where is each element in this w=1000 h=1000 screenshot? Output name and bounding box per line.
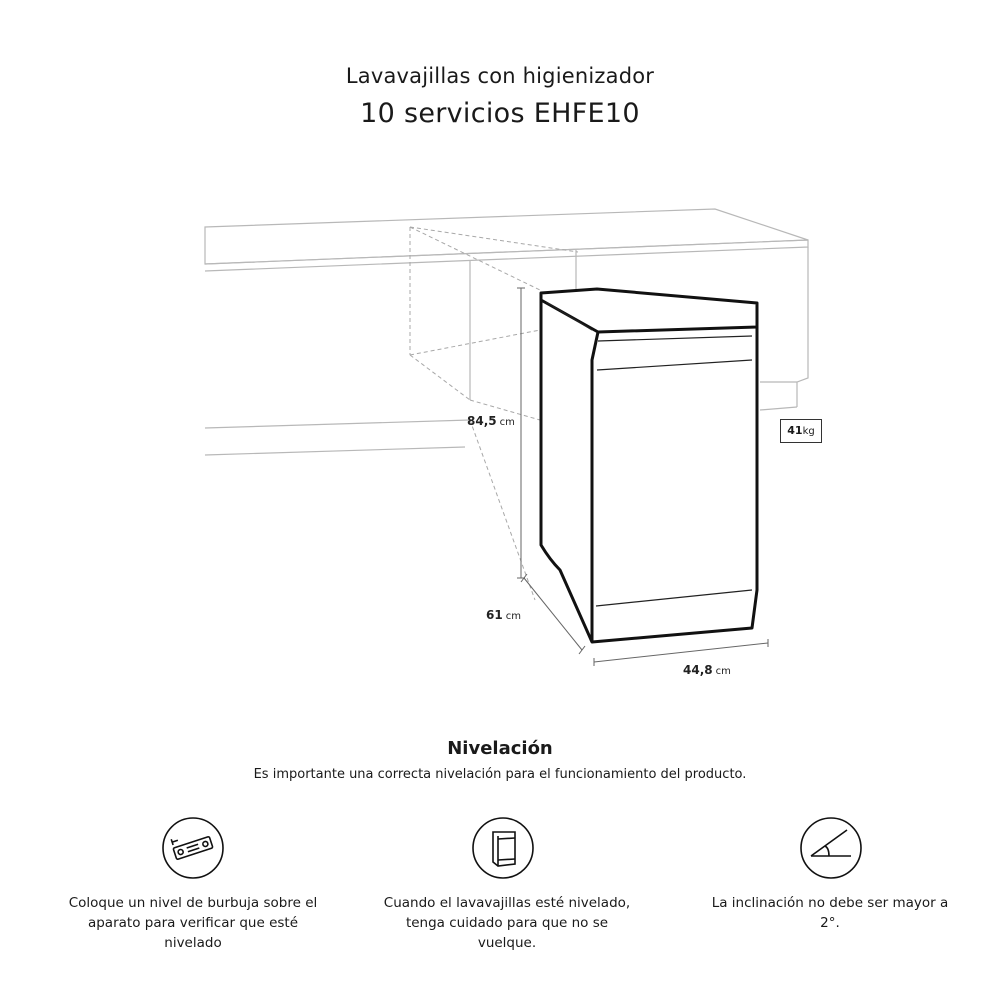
dishwasher-details — [546, 302, 752, 606]
leveling-subtitle: Es importante una correcta nivelación para el funcionamiento del producto. — [253, 767, 747, 782]
step-angle-text: La inclinación no debe ser mayor a 2°. — [711, 895, 949, 931]
angle-icon — [799, 816, 863, 880]
dishwasher-icon — [471, 816, 535, 880]
product-title: Lavavajillas con higienizador — [345, 64, 655, 88]
bubble-level-icon — [161, 816, 225, 880]
depth-dimension-label: 61 cm — [486, 608, 521, 622]
weight-badge: 41kg — [780, 419, 822, 443]
height-dimension-label: 84,5 cm — [467, 414, 515, 428]
width-dimension-label: 44,8 cm — [683, 663, 731, 677]
dishwasher-outline — [541, 289, 757, 642]
product-model: 10 servicios EHFE10 — [360, 98, 640, 129]
leveling-title: Nivelación — [447, 738, 553, 759]
step-bubble-level-text: Coloque un nivel de burbuja sobre el aparato para verificar que esté nivelado — [68, 895, 318, 951]
dimension-lines — [517, 288, 768, 666]
step-dishwasher-text: Cuando el lavavajillas esté nivelado, tenga cuidado para que no se vuelque. — [383, 895, 631, 951]
